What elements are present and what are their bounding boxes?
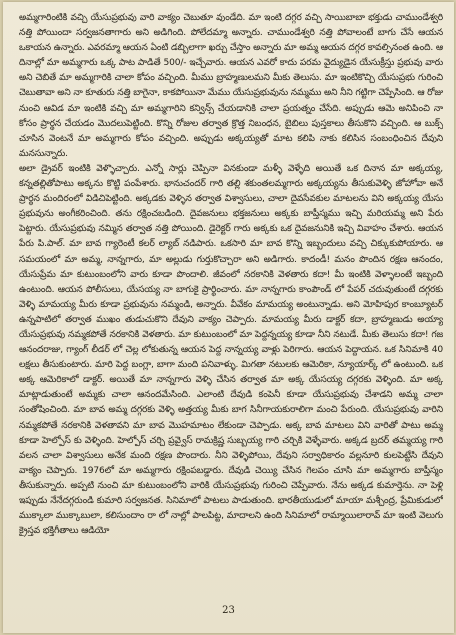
page-number: 23: [222, 605, 235, 616]
paragraph: అలా డ్రైవర్ ఇంటికి వెళ్ళొచ్చారు. ఎన్నో సార్లు చెప్పినా వినకుండా మళ్ళీ వెళ్ళేది అయితే ఒక దినాన మా అక్కయ్య, కన్నతల్లితోపాటు అక్కను కొట్టి పంపేశారు. భానుచందర్ గారి తల్లి శకుంతలమ్మగారు అక్కయ్యను తీసుకువెళ్ళి జోహోవా అనే ప్రార్థన మందిరంలో విడిచిపెట్టింది. అక్కడకు వెళ్ళిన తర్వాత విశ్వాసులు, చాలా దైవసేవకుల మాటలను విని అక్కయ్య యేసు ప్రభువును అంగీకరించింది. తను రక్షించబడింది. దైవజనులు భక్తజనులు అక్కకు బాప్తీస్మము ఇచ్చి మరియమ్మ అని పేరు పెట్టారు. యేసుప్రభువు నమ్మిన తర్వాత నత్తి పోయింది. డైరెక్టర్ గారు అక్కకు ఒక దైవజనునికి ఇచ్చి వివాహం చేశారు. ఆయన పేరు పి.పాల్. మా బావ గ్యారెంటీ కలర్ ల్యాబ్ నడిపారు. ఒకసారి మా బావ కొన్ని ఇబ్బందులు వచ్చి చిక్కుకుపోయారు. ఆ సమయంలో మా అమ్మ, నాన్నగారు, మా అల్లుడు గుర్తుకొచ్చారా అని అడిగారు. కాదండీ! మనం పొందిన రక్షణ ఆనందం, యేసుప్రేమ మా కుటుంబంలోని వారు కూడా పొందాలి. జీవంలో నరకానికి వెళతారు కదా! మీ ఇంటికి వెళ్ళాలంటే ఇబ్బంది ఉంటుంది. ఆయన పోలీసులు, యేసయ్య నా బాగుకై ప్రార్థించారు. మా నాన్నగారు కాంపౌండ్ లో పేపర్ చదువుతుంటే దగ్గరకు వెళ్ళి మామయ్య మీరు కూడా ప్రభువును నమ్మండి, అన్నారు. వీవేకం మామయ్య అంటున్నాడు. అని మోహిపుర కాంబ్యూటర్ ఉన్నపాటిలో తర్వాత ముఖం తుడుచుకొని దేవుని వాక్యం చెప్పారు. మామయ్య మీరు డాక్టర్ కదా, బ్రాహ్మణుడు అయ్యా యేసుప్రభువు నమ్మకపోతే నరకానికి వెళతారు. మా కుటుంబంలో మా పెద్దన్నయ్య కూడా నీని నటుడే. మీకు తెలుసు కదా! గజ ఆనందరాజు, గ్యాంగ్ లీడర్ లో చెల్ల లోకుతున్న ఆయన పెద్ద నాన్నయ్య వాళ్లు పెరిగారు. ఆయన పెద్దాయన. ఒక సినిమాకి 40 లక్షలు తీసుకుంటారు. మారి పెద్ద బంగ్లా, బాగా మంది పనివాళ్ళు. మిగతా నటులకు ఆమెరికా, న్యూయార్క్ లో ఉంటుంది. ఒక అక్క ఆమెరికాలో డాక్టర్. అయితే మా నాన్నగారు వెళ్ళి చేసిన తర్వాత మా అక్క యేసయ్య దగ్గరకు వెళ్ళింది. మా అక్క మాట్లాడుతుంటే అమ్మకు చాలా ఆనందమేసింది. ఎలాంటి దేవుడి కంపెనీ కూడా యేసుప్రభువు చేశాడని అమ్మ చాలా సంతోషించింది. మా బావ అమ్మ దగ్గరకు వెళ్ళి అత్తయ్య మీకు బాగ సినీగాయకురాలిగా మంచి పేరుంది. యేసుప్రభువు వారిని నమ్మకపోతే నరకానికి వెళతావని మా బావ మొహమాటం లేకుండా చెప్పాడు. అక్క బావ మాటలు విని వారితో పాటు అమ్మ కూడా హెల్పోస్ కు వెళ్ళింది. హెల్పోస్ చర్చి ప్రవ్వైస్ రామక్రిష్ణ సుబ్బయ్య గారి చర్చికి వెళ్ళేవారు. అక్కడ బ్రదర్ తమ్మయ్య గారి వలన చాలా విశ్వాసులు అనేక మంది రక్షణ పొందారు. నీని వెళ్ళిపోయి, దేవుని సర్వాధికారం వల్లనూరి కులపెట్టేసి దేవుని వాక్యం చెప్పారు. 1976లో మా అమ్మగారు రక్షింపబడ్డారు. దేవుడి చెయ్యి చేసిన గెలపం చూసి మా అమ్మగారు బాప్తీస్మం తీసుకున్నారు. అప్పటి నుంచి మా కుటుంబంలోని వారికి యేసుప్రభువు గురించి చెప్పేవారు. నేను అక్కడ కుమార్తెను. నా పెళ్లి ఇప్పుడు నేనేదగ్గరుండి కుమారి సర్వజనత. సినిమాలో పాటలు పాడుతుంది. భారతీయుడులో మాయా మశ్చీంద్ర, ప్రేమికుడులో ముక్కాలా ముక్కాబులా, కలిసుందాం రా లో నాల్లో పాలపిట్ట, మాదాలని ఉంది సినిమాలో రామ్మాయిలారావ్ మా ఇంటి వెలుగు క్రైస్తవ భక్తిగీతాలు ఆడియో: [19, 163, 443, 537]
paragraph: అమ్మగారింటికి వచ్చి యేసుప్రభువు వారి వాక్యం చెబుతూ వుండేది. మా ఇంటి దగ్గర వచ్చి సాయిబాబా భక్తుడు చాముండేశ్వరి నత్తి పోయిందా సర్వజనతాగారు అని అడిగింది. పోలేదమ్మా అన్నారు. చాముండేశ్వరి నత్తి పోవాలంటే బాగు చేసే ఆయన ఒకాయన ఉన్నారు. ఎవరమ్మా ఆయన ఏంటి డబ్బిలాగా ఖర్చు చేస్తాం అన్నారు మా అమ్మ ఆయన దగ్గర కావల్సినంత ఉంది. ఆ దినాల్లో మా అమ్మగారు ఒక్క పాట పాడితే 500/- ఇచ్చేవారు. ఆయన ఎవరో కాదు పరమ వైద్యుడైన యేసుక్రీస్తు ప్రభువు వారు అని చెబితే మా అమ్మగారికి చాలా కోపం వచ్చింది. మీము బ్రాహ్మణులమని మీకు తెలుసు. మా ఇంటికొచ్చి యేసుప్రభు గురించి చెబుతావా అని నా కూతురు నత్తి బాగైనా, కాకపోయినా మేము యేసుప్రభువును నమ్మము అని నీని గట్టిగా చెప్పేసింది. ఆ రోజు నుంచి ఆవిడ మా ఇంటికి వచ్చి మా అమ్మగారిని కన్విన్స్ చేయడానికి చాలా ప్రయత్నం చేసేది. అప్పుడు ఆమె అనిపించి నా కోసం ప్రార్థన చేయడం మొదలుపెట్టింది. కొన్ని రోజుల తర్వాత క్రొత్త నిబంధన, బైబిలు పుస్తకాలు తీసుకొని వచ్చింది. ఆ బుక్స్ చూసిన వెంటనే మా అమ్మగారు కోపం వచ్చింది. అప్పుడు అక్కయ్యతో మాట కలిపి నాకు కలిసిన సంబంధించిన దేవుని మనసున్నారు.: [19, 13, 443, 159]
book-page: [3, 2, 454, 633]
page-body-text: [19, 11, 443, 597]
